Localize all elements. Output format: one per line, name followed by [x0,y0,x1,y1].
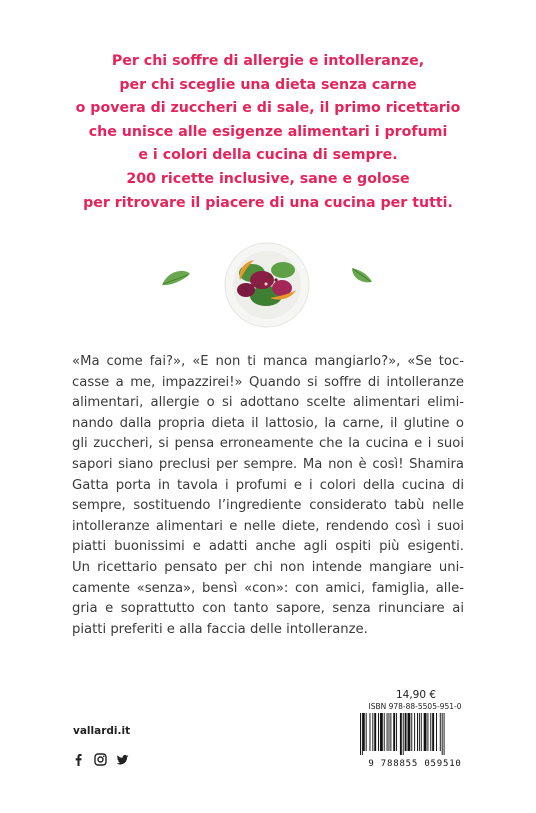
dish-illustration [0,240,536,330]
barcode-bar [400,713,402,755]
barcode-bar [393,713,395,751]
barcode-bar [444,713,445,755]
right-leaf-icon [352,268,372,282]
tagline-line: per chi sceglie una dieta senza carne [119,76,417,93]
facebook-icon[interactable] [72,751,85,764]
tagline-line: Per chi soffre di allergie e intolleranze, [111,53,425,69]
blurb-line: Gatta porta in tavola i profumi e i colori della cucina di [72,477,464,493]
barcode-bar [417,713,418,751]
tagline-line: o povera di zuccheri e di sale, il primo ricettario [75,100,461,117]
barcode-bar [370,713,371,751]
tagline-line: e i colori della cucina di sempre. [138,147,398,164]
barcode-bar [396,713,397,751]
left-leaf-icon [162,271,190,285]
blurb-line: camente «senza», bensì «con»: con amici, famiglia, alle- [72,580,464,596]
barcode-bar [421,713,422,751]
tagline [0,50,536,215]
barcode-bar [378,713,379,751]
back-cover-blurb [72,352,464,640]
twitter-icon[interactable] [116,751,129,764]
barcode-bars [356,711,474,755]
price-label: 14,90 € [395,689,437,701]
blurb-line: gria e soprattutto con tanto sapore, senza rinunciare ai [72,601,464,617]
blurb-line: piatti preferiti e alla faccia delle intolleranze. [72,621,368,637]
barcode-bar [424,713,427,751]
blurb-line: sapori siano preclusi per sempre. Ma non è così! Shamira [72,456,464,472]
isbn-barcode [356,702,474,769]
blurb-line: «Ma come fai?», «E non ti manca mangiarlo?», «Se toc- [72,354,464,369]
barcode-bar [389,713,390,751]
blurb-line: intolleranze alimentari e nelle diete, rendendo così i suoi [72,518,464,534]
blurb-line: alimentari, allergie o si adottano scelte alimentari elimi- [72,395,464,411]
barcode-bar [405,713,407,751]
barcode-bar [380,713,383,751]
tagline-line: per ritrovare il piacere di una cucina per tutti. [83,194,453,211]
barcode-bar [430,713,431,751]
blurb-line: gli zuccheri, si pensa erroneamente che la cucina e i suoi [72,436,464,452]
publisher-url[interactable]: vallardi.it [73,725,131,737]
barcode-bar [436,713,437,751]
barcode-bar [432,713,434,751]
blurb-line: piatti buonissimi e adatti anche agli ospiti più esigenti. [72,539,464,555]
barcode-bar [387,713,388,751]
barcode-bar [442,713,443,755]
barcode-bar [408,713,411,751]
barcode-bar [360,713,361,755]
barcode-bar [419,713,420,751]
salad-image [0,240,536,330]
barcode-bar [362,713,363,755]
blurb-line: nando dalla propria dieta il lattosio, la carne, il glutine o [72,415,464,431]
isbn-label: ISBN 978-88-5505-951-0 [368,702,462,711]
salad-plate [225,243,309,327]
barcode-bar [414,713,415,751]
barcode-bar [363,713,365,751]
social-icons [72,751,129,764]
tagline-line: che unisce alle esigenze alimentari i profumi [88,123,448,140]
barcode-bar [390,713,391,751]
barcode-bar [372,713,373,751]
barcode-bar [411,713,412,751]
barcode-bar [366,713,367,751]
tagline-line: 200 ricette inclusive, sane e golose [126,170,410,187]
blurb-line: casse a me, impazzirei!» Quando si soffre di intolleranze [72,374,464,390]
barcode-digits: 9 788855 059510 [368,759,462,769]
barcode-bar [403,713,404,755]
blurb-line: sempre, sostituendo l’ingrediente considerato tabù nelle [72,498,464,514]
barcode-bar [427,713,428,751]
barcode-bar [374,713,376,751]
barcode-bar [440,713,441,751]
blurb-line: Un ricettario pensato per chi non intende mangiare uni- [72,559,464,575]
instagram-icon[interactable] [94,751,107,764]
barcode-bar [384,713,385,751]
